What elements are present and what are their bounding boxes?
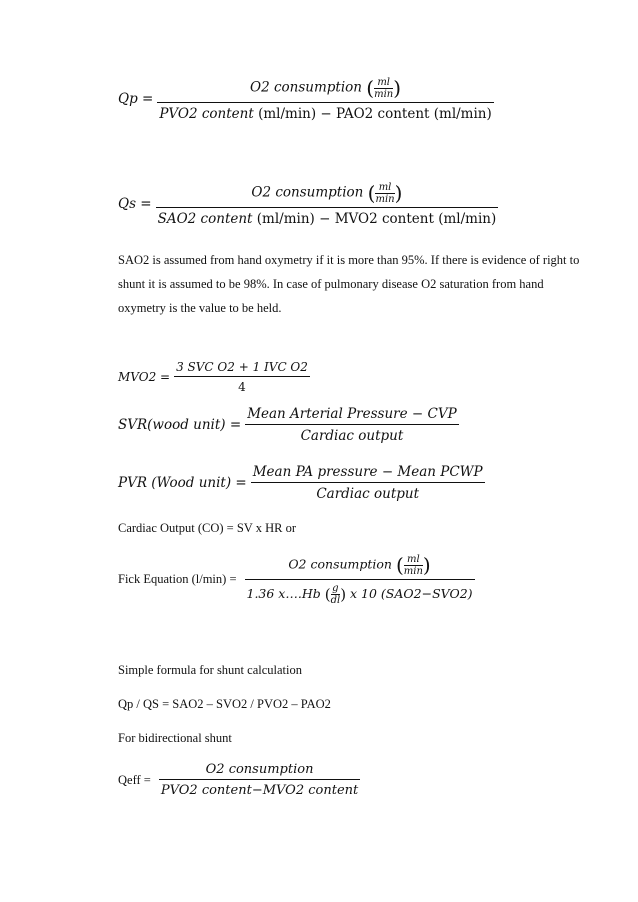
- pvr-lhs: PVR (Wood unit) =: [118, 475, 247, 491]
- qp-denominator-a: PVO2 content: [159, 106, 254, 122]
- qp-numerator: O2 consumption: [250, 79, 362, 96]
- qp-unit-den: min: [374, 88, 394, 100]
- fick-numerator: O2 consumption: [288, 556, 392, 572]
- equation-fick: [118, 553, 475, 606]
- qeff-numerator: O2 consumption: [205, 762, 314, 777]
- fick-unit-den: min: [403, 565, 423, 577]
- fick-hb-unit-den: dl: [330, 595, 341, 606]
- sao2-paragraph-line-2: shunt it is assumed to be 98%. In case of pulmonary disease O2 saturation from hand: [118, 277, 544, 291]
- equation-pvr: [118, 464, 485, 502]
- svr-fraction: [245, 406, 458, 444]
- qp-denominator-a-unit: (ml/min): [258, 106, 317, 122]
- shunt-formula: Qp / QS = SAO2 – SVO2 / PVO2 – PAO2: [118, 697, 331, 711]
- svr-lhs: SVR(wood unit) =: [118, 417, 242, 433]
- qp-unit-num: ml: [377, 76, 391, 88]
- mvo2-lhs: MVO2 =: [118, 370, 171, 384]
- mvo2-denominator: 4: [174, 376, 310, 394]
- qp-denominator-b: − PAO2 content: [320, 106, 430, 122]
- qeff-denominator: PVO2 content−MVO2 content: [159, 779, 360, 798]
- qeff-fraction: [159, 762, 360, 798]
- shunt-heading: Simple formula for shunt calculation: [118, 663, 302, 677]
- equation-mvo2: [118, 360, 310, 394]
- qeff-label: Qeff =: [118, 772, 151, 787]
- equation-qp: [118, 76, 494, 122]
- fick-denominator-a: 1.36 x….Hb: [246, 586, 321, 601]
- qs-denominator-a: SAO2 content: [157, 211, 253, 227]
- sao2-paragraph-line-3: oxymetry is the value to be held.: [118, 301, 282, 315]
- cardiac-output-text: Cardiac Output (CO) = SV x HR or: [118, 521, 296, 535]
- qp-fraction: O2 consumption ( ml min ) PVO2 content (ml/min) − PAO2 content (ml/min): [159, 76, 492, 122]
- bidirectional-heading: For bidirectional shunt: [118, 731, 232, 745]
- fick-label: Fick Equation (l/min) =: [118, 572, 237, 586]
- pvr-denominator: Cardiac output: [251, 482, 485, 502]
- mvo2-numerator: 3 SVC O2 + 1 IVC O2: [176, 360, 308, 374]
- qp-lhs: Qp =: [118, 91, 154, 107]
- equation-svr: [118, 406, 459, 444]
- qs-denominator-b: − MVO2 content: [319, 211, 434, 227]
- fick-hb-unit-num: g: [332, 583, 339, 594]
- fick-fraction: O2 consumption ( ml min ) 1.36 x….Hb ( $\frac{g}{dl}$ ) x 10 (SAO2−SVO2): [246, 553, 473, 606]
- qs-unit-num: ml: [378, 181, 392, 193]
- pvr-fraction: [251, 464, 485, 502]
- qs-numerator: O2 consumption: [251, 184, 364, 201]
- qs-unit-den: min: [375, 193, 395, 205]
- mvo2-fraction: [174, 360, 310, 394]
- svr-denominator: Cardiac output: [245, 424, 458, 444]
- equation-qs: [118, 181, 498, 227]
- qs-lhs: Qs =: [118, 196, 152, 212]
- sao2-paragraph-line-1: SAO2 is assumed from hand oxymetry if it is more than 95%. If there is evidence of right to: [118, 253, 580, 267]
- equation-qeff: [118, 762, 360, 798]
- pvr-numerator: Mean PA pressure − Mean PCWP: [252, 464, 483, 480]
- qs-fraction: O2 consumption ( ml min ) SAO2 content (ml/min) − MVO2 content (ml/min): [157, 181, 497, 227]
- fick-denominator-b: x 10 (SAO2−SVO2): [350, 586, 473, 601]
- qs-denominator-a-unit: (ml/min): [256, 211, 315, 227]
- fick-unit-num: ml: [407, 553, 420, 565]
- qs-denominator-b-unit: (ml/min): [438, 211, 497, 227]
- svr-numerator: Mean Arterial Pressure − CVP: [247, 406, 457, 422]
- qp-denominator-b-unit: (ml/min): [433, 106, 492, 122]
